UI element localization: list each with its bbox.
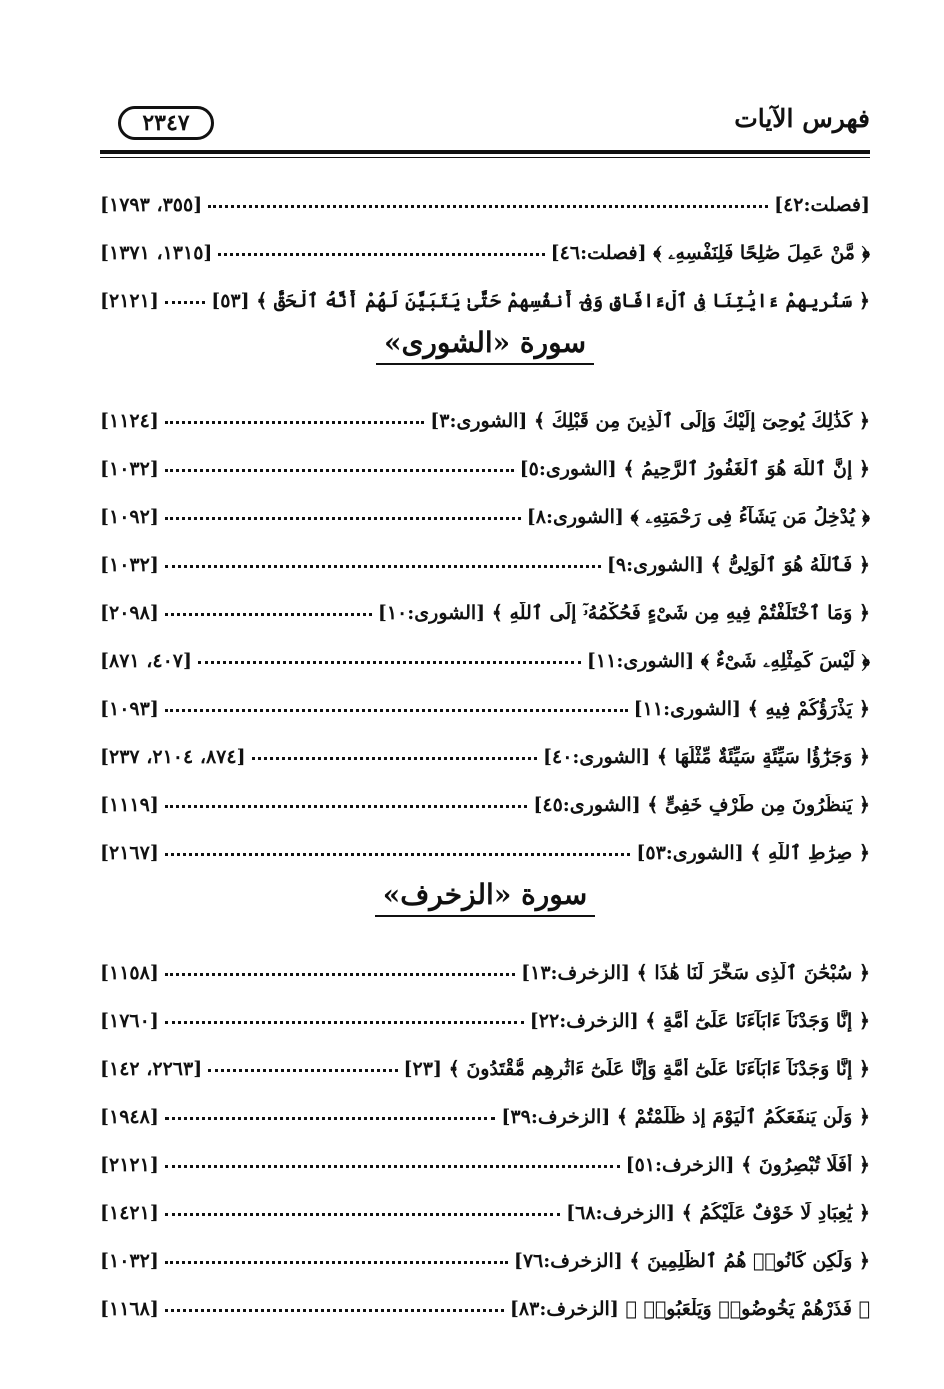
list-item	[100, 936, 870, 984]
page-refs: [١١٥٨]	[100, 962, 159, 984]
verse-text: ﴿ فَٱللَّهُ هُوَ ٱلْوَلِىُّ ﴾ [الشورى:٩]	[606, 554, 870, 576]
list-item	[100, 1032, 870, 1080]
page-refs: [١٠٩٢]	[100, 506, 159, 528]
verse-text: ﴿ إِنَّا وَجَدْنَآ ءَابَآءَنَا عَلَىٰٓ أُمَّةٍ ﴾ [الزخرف:٢٢]	[529, 1010, 870, 1032]
header-rule-thin	[100, 157, 870, 158]
page-refs: [١٠٣٢]	[100, 1250, 159, 1272]
leader-dots	[165, 565, 601, 568]
list-item	[100, 1272, 870, 1320]
page-refs: [١٧٦٠]	[100, 1010, 159, 1032]
list-item	[100, 216, 870, 264]
verse-text: ﴿ وَجَزَٰٓؤُا سَيِّئَةٍ سَيِّئَةٌ مِّثْلُهَا ﴾ [الشورى:٤٠]	[542, 746, 870, 768]
leader-dots	[252, 757, 537, 760]
verse-text: ﴿ إِنَّا وَجَدْنَآ ءَابَآءَنَا عَلَىٰٓ أُمَّةٍ وَإِنَّا عَلَىٰٓ ءَاثَٰرِهِم مُّقْتَدُونَ ﴾ [٢٣]	[403, 1058, 870, 1080]
page-refs: [١٩٤٨]	[100, 1106, 159, 1128]
index-page	[100, 100, 870, 1320]
page-title: فهرس الآيات	[734, 104, 870, 133]
list-item	[100, 1176, 870, 1224]
leader-dots	[165, 517, 521, 520]
page-refs: [٢١٦٧]	[100, 842, 159, 864]
leader-dots	[208, 205, 768, 208]
page-refs: [٢١٢١]	[100, 290, 159, 312]
verse-text: ﴿ يَنظُرُونَ مِن طَرْفٍ خَفِىٍّ ﴾ [الشورى:٤٥]	[533, 794, 870, 816]
list-item	[100, 480, 870, 528]
list-item	[100, 1128, 870, 1176]
list-item	[100, 1224, 870, 1272]
page-refs: [١٤٢١]	[100, 1202, 159, 1224]
verse-text: ﴿ إِنَّ ٱللَّهَ هُوَ ٱلْغَفُورُ ٱلرَّحِيمُ ﴾ [الشورى:٥]	[519, 458, 870, 480]
verse-text: ﴿ لَيْسَ كَمِثْلِهِۦ شَىْءٌ ﴾ [الشورى:١١]	[586, 650, 870, 672]
page-refs: [٤٠٧، ٨٧١]	[100, 650, 192, 672]
surah-title: سورة «الزخرف»	[375, 878, 595, 917]
page-refs: [٢٠٩٨]	[100, 602, 159, 624]
leader-dots	[165, 1213, 560, 1216]
leader-dots	[165, 1117, 496, 1120]
page-refs: [١٠٩٣]	[100, 698, 159, 720]
leader-dots	[165, 421, 424, 424]
leader-dots	[165, 1021, 524, 1024]
list-item	[100, 576, 870, 624]
list-item	[100, 1080, 870, 1128]
list-item	[100, 672, 870, 720]
verse-text: ﴿ وَمَا ٱخْتَلَفْتُمْ فِيهِ مِن شَىْءٍ فَحُكْمُهُۥٓ إِلَى ٱللَّهِ ﴾ [الشورى:١٠]	[377, 602, 870, 624]
verse-text: ﴿ كَذَٰلِكَ يُوحِىٓ إِلَيْكَ وَإِلَى ٱلَّذِينَ مِن قَبْلِكَ ﴾ [الشورى:٣]	[430, 410, 870, 432]
verse-text: ﴿ يُدْخِلُ مَن يَشَآءُ فِى رَحْمَتِهِۦ ﴾ [الشورى:٨]	[526, 506, 870, 528]
entries-zukhruf	[100, 936, 870, 1320]
page-refs: [١١٢٤]	[100, 410, 159, 432]
leader-dots	[165, 973, 515, 976]
verse-text: [فصلت:٤٢]	[774, 194, 870, 216]
page-refs: [١١٦٨]	[100, 1298, 159, 1320]
verse-text: ﴿ يَذْرَؤُكُمْ فِيهِ ﴾ [الشورى:١١]	[633, 698, 870, 720]
leader-dots	[165, 709, 628, 712]
leader-dots	[165, 853, 631, 856]
verse-text: ﴿ أَفَلَا تُبْصِرُونَ ﴾ [الزخرف:٥١]	[625, 1154, 870, 1176]
page-refs: [١٠٣٢]	[100, 458, 159, 480]
leader-dots	[165, 805, 528, 808]
verse-text: ﴿ وَلَن يَنفَعَكُمُ ٱلْيَوْمَ إِذ ظَّلَمْتُمْ ﴾ [الزخرف:٣٩]	[501, 1106, 870, 1128]
surah-heading-shura	[100, 326, 870, 374]
leader-dots	[165, 1165, 620, 1168]
surah-title: سورة «الشورى»	[376, 326, 594, 365]
page-refs: [١٠٣٢]	[100, 554, 159, 576]
page-refs: [٣٥٥، ١٧٩٣]	[100, 194, 203, 216]
leader-dots	[198, 661, 581, 664]
list-item	[100, 624, 870, 672]
list-item	[100, 264, 870, 312]
header-rule-thick	[100, 150, 870, 154]
list-item	[100, 720, 870, 768]
verse-text: ﴿ يَٰعِبَادِ لَا خَوْفٌ عَلَيْكُمُ ﴾ [الزخرف:٦٨]	[566, 1202, 870, 1224]
leader-dots	[165, 613, 372, 616]
page-refs: [٢٢٦٣، ١٤٢]	[100, 1058, 203, 1080]
leader-dots	[208, 1069, 397, 1072]
surah-heading-zukhruf	[100, 878, 870, 926]
list-item	[100, 816, 870, 864]
verse-text: ﴿ سَنُرِيهِمْ ءَايَٰتِنَا فِى ٱلْءَافَاقِ وَفِىٓ أَنفُسِهِمْ حَتَّىٰ يَتَبَيَّنَ لَهُمْ أَنَّهُ ٱلْحَقُّ ﴾ [٥٣]	[211, 290, 870, 312]
verse-text: ﴿ مَّنْ عَمِلَ صَٰلِحًا فَلِنَفْسِهِۦ ﴾ [فصلت:٤٦]	[550, 242, 870, 264]
verse-text: ﴿ صِرَٰطِ ٱللَّهِ ﴾ [الشورى:٥٣]	[636, 842, 870, 864]
list-item	[100, 984, 870, 1032]
verse-text: ﴿ فَذَرْهُمْ يَخُوضُوا۟ وَيَلْعَبُوا۟ ﴾ [الزخرف:٨٣]	[509, 1298, 870, 1320]
list-item	[100, 768, 870, 816]
leader-dots	[165, 469, 514, 472]
page-header	[100, 100, 870, 148]
list-item	[100, 384, 870, 432]
page-refs: [١٣١٥، ١٣٧١]	[100, 242, 213, 264]
entries-shura	[100, 384, 870, 864]
page-number-badge: ٢٣٤٧	[118, 106, 214, 140]
leader-dots	[165, 1261, 508, 1264]
verse-text: ﴿ وَلَٰكِن كَانُوا۟ هُمُ ٱلظَّٰلِمِينَ ﴾ [الزخرف:٧٦]	[513, 1250, 870, 1272]
list-item	[100, 528, 870, 576]
page-refs: [٢١٢١]	[100, 1154, 159, 1176]
verse-text: ﴿ سُبْحَٰنَ ٱلَّذِى سَخَّرَ لَنَا هَٰذَا ﴾ [الزخرف:١٣]	[521, 962, 870, 984]
leader-dots	[218, 253, 544, 256]
list-item	[100, 432, 870, 480]
leader-dots	[165, 301, 205, 304]
page-refs: [٨٧٤، ٢١٠٤، ٢٣٧]	[100, 746, 246, 768]
page-refs: [١١١٩]	[100, 794, 159, 816]
list-item	[100, 168, 870, 216]
entries-top	[100, 168, 870, 312]
leader-dots	[165, 1309, 504, 1312]
